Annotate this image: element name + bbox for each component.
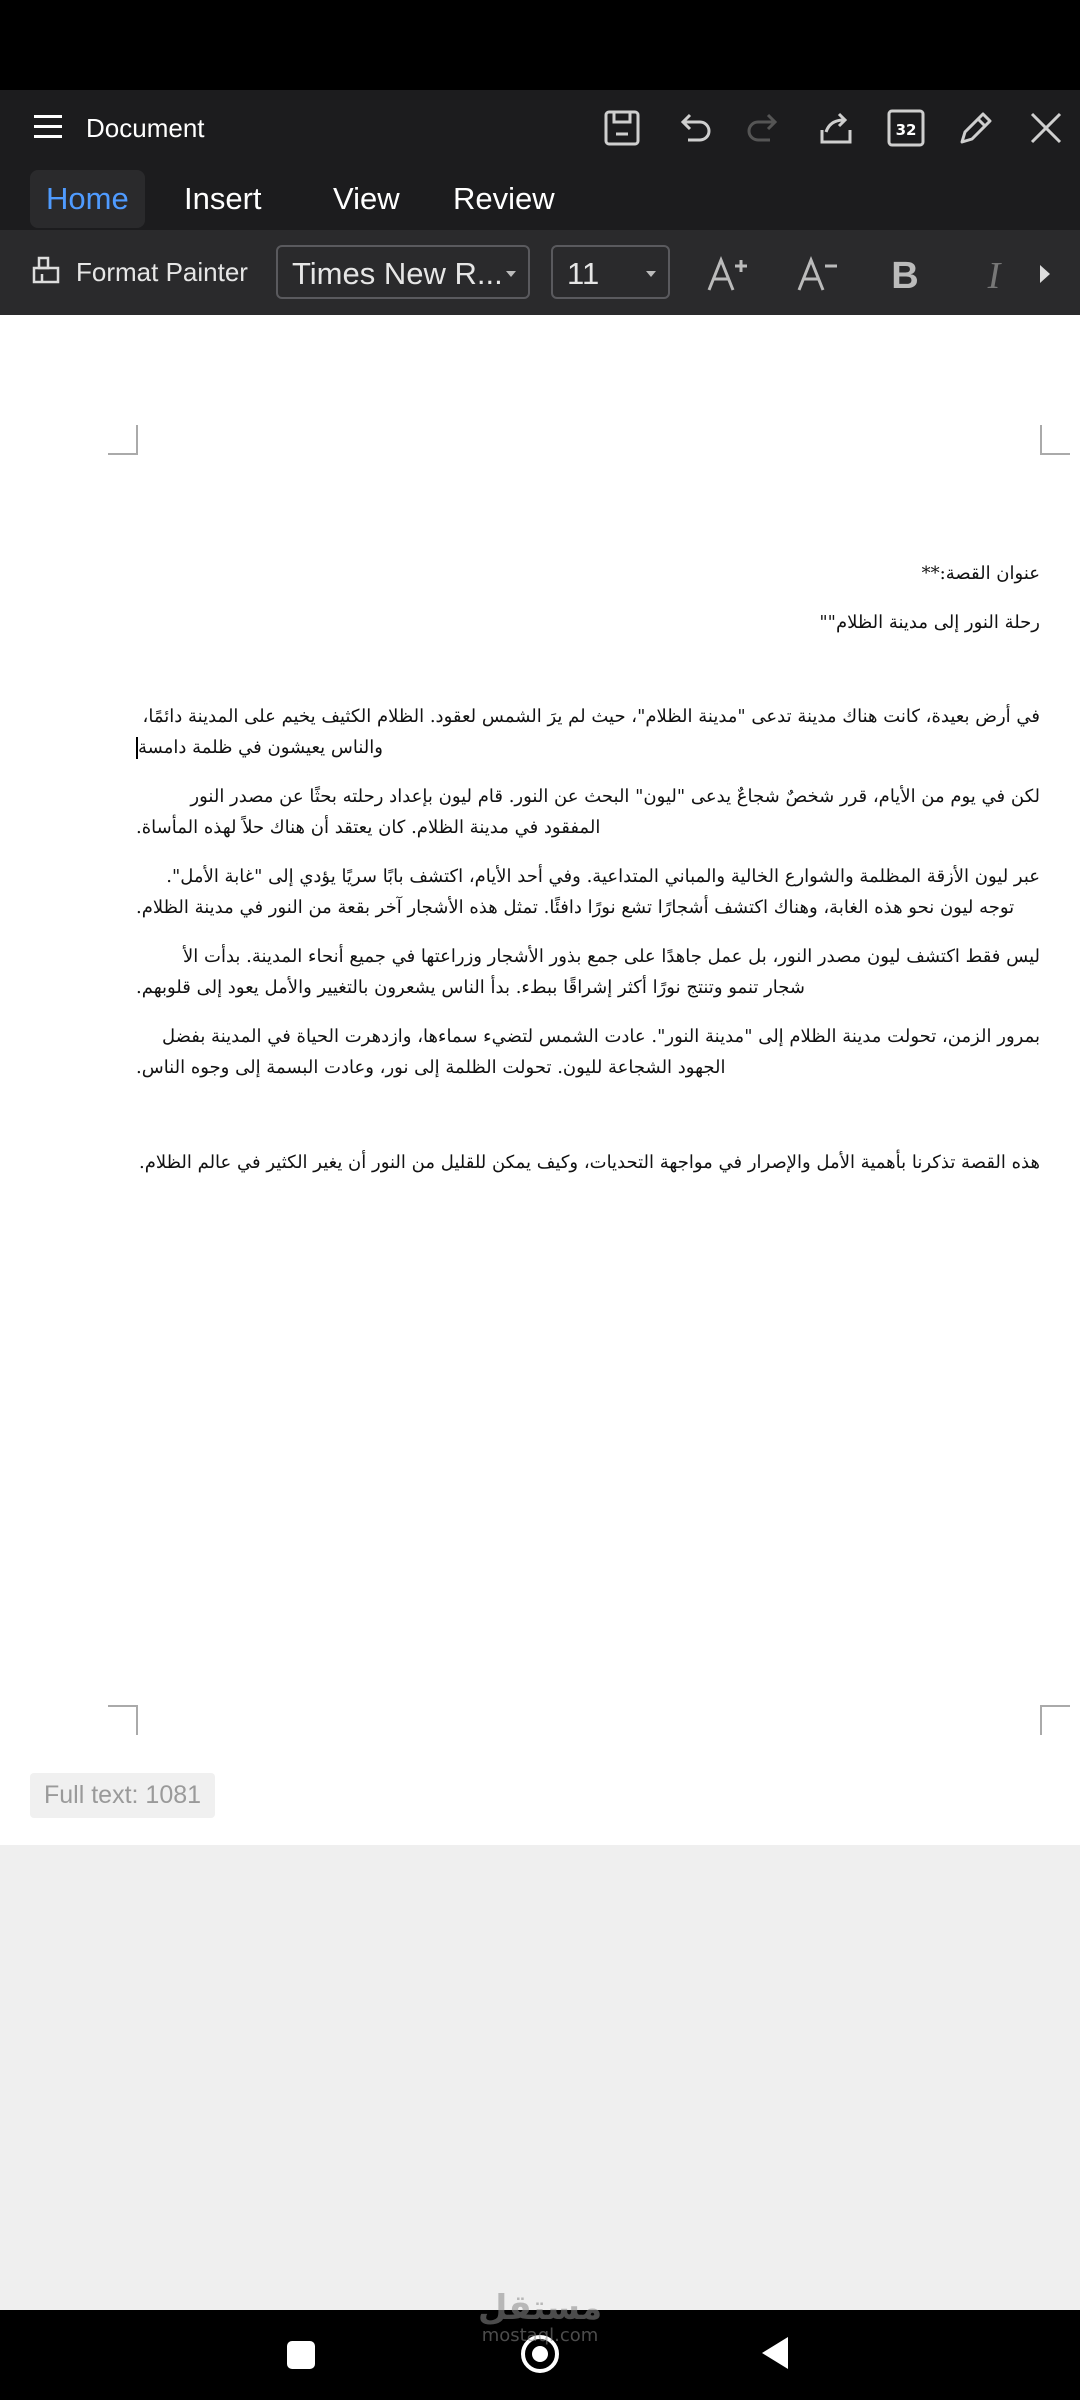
document-title: Document — [86, 113, 205, 143]
format-painter-button[interactable] — [28, 250, 248, 294]
paragraph-line: لكن في يوم من الأيام، قرر شخصٌ شجاعٌ يدعى "ليون" البحث عن النور. قام ليون بإعداد رحلته بحثًا عن مصدر النور — [190, 786, 1040, 807]
tab-home[interactable]: Home — [30, 170, 145, 228]
recent-apps-button[interactable] — [287, 2341, 315, 2369]
story-heading: عنوان القصة:** — [921, 563, 1040, 584]
save-icon[interactable] — [598, 104, 646, 152]
paragraph-3 — [136, 861, 1040, 923]
increase-font-size-icon[interactable] — [703, 250, 751, 298]
paragraph-line: في أرض بعيدة، كانت هناك مدينة تدعى "مدينة الظلام"، حيث لم يرَ الشمس لعقود. الظلام الكثيف يخيم على المدينة دائمًا، — [142, 706, 1040, 727]
document-body[interactable] — [136, 545, 1040, 1178]
crop-mark-bottom-left — [108, 1705, 138, 1735]
paragraph-line — [136, 732, 1040, 763]
paragraph-2 — [136, 781, 1040, 843]
paragraph-line-text: والناس يعيشون في ظلمة دامسة — [138, 737, 383, 758]
font-family-select[interactable] — [276, 245, 530, 299]
paragraph-line: شجار تنمو وتنتج نورًا أكثر إشراقًا ببطء. بدأ الناس يشعرون بالتغيير والأمل يعود إلى قلوبهم. — [136, 977, 805, 998]
paragraph-line: الجهود الشجاعة لليون. تحولت الظلمة إلى نور، وعادت البسمة إلى وجوه الناس. — [136, 1057, 726, 1078]
edit-pencil-icon[interactable] — [952, 104, 1000, 152]
paragraph-5 — [136, 1021, 1040, 1083]
watermark-latin: mostaql.com — [481, 2325, 599, 2346]
watermark — [440, 2290, 640, 2346]
crop-mark-top-left — [108, 425, 138, 455]
paragraph-line: المفقود في مدينة الظلام. كان يعتقد أن هناك حلاً لهذه المأساة. — [136, 817, 601, 838]
close-icon[interactable] — [1022, 104, 1070, 152]
paragraph-line: ليس فقط اكتشف ليون مصدر النور، بل عمل جاهدًا على جمع بذور الأشجار وزراعتها في جميع أنحاء المدينة. بدأت الأ — [183, 946, 1040, 967]
share-icon[interactable] — [812, 104, 860, 152]
svg-text:I: I — [987, 255, 1001, 297]
italic-icon[interactable] — [970, 250, 1018, 298]
status-bar — [0, 0, 1080, 90]
watermark-arabic: مستقل — [477, 2288, 603, 2328]
bold-icon[interactable] — [881, 250, 929, 298]
story-subtitle: رحلة النور إلى مدينة الظلام"" — [819, 612, 1040, 633]
redo-icon[interactable] — [740, 104, 788, 152]
paragraph-4 — [136, 941, 1040, 1003]
font-family-value: Times New R... — [292, 256, 503, 291]
back-button[interactable] — [762, 2337, 788, 2369]
paint-brush-icon — [28, 254, 64, 290]
undo-icon[interactable] — [670, 104, 718, 152]
chevron-down-icon — [646, 271, 656, 277]
page-count-icon[interactable] — [882, 104, 930, 152]
tab-insert[interactable]: Insert — [184, 181, 262, 216]
font-size-select[interactable] — [551, 245, 670, 299]
app-bar — [0, 90, 1080, 315]
decrease-font-size-icon[interactable] — [793, 250, 841, 298]
conclusion-paragraph: هذه القصة تذكرنا بأهمية الأمل والإصرار في مواجهة التحديات، وكيف يمكن للقليل من النور أن يغير الكثير في عالم الظلام. — [139, 1152, 1040, 1173]
crop-mark-top-right — [1040, 425, 1070, 455]
crop-mark-bottom-right — [1040, 1705, 1070, 1735]
paragraph-line: بمرور الزمن، تحولت مدينة الظلام إلى "مدينة النور". عادت الشمس لتضيء سماءها، وازدهرت الحياة في المدينة بفضل — [161, 1026, 1040, 1047]
chevron-down-icon — [506, 271, 516, 277]
paragraph-line: عبر ليون الأزقة المظلمة والشوارع الخالية والمباني المتداعية. وفي أحد الأيام، اكتشف بابًا سريًا يؤدي إلى "غابة الأمل". — [166, 866, 1040, 887]
tab-review[interactable]: Review — [453, 181, 555, 216]
format-painter-label: Format Painter — [76, 256, 248, 287]
tab-view[interactable]: View — [333, 181, 400, 216]
page-count-text: 32 — [895, 121, 917, 139]
full-text-count: Full text: 1081 — [30, 1773, 215, 1818]
svg-text:B: B — [891, 255, 919, 297]
font-size-value: 11 — [567, 256, 600, 291]
more-tools-arrow-icon[interactable] — [1040, 265, 1050, 283]
document-page[interactable] — [0, 315, 1080, 1845]
hamburger-menu-icon[interactable] — [30, 107, 70, 147]
paragraph-1 — [136, 701, 1040, 763]
title-row — [0, 90, 1080, 165]
formatting-toolbar — [0, 230, 1080, 315]
paragraph-line: توجه ليون نحو هذه الغابة، وهناك اكتشف أشجارًا تشع نورًا دافئًا. تمثل هذه الأشجار آخر بقعة من النور في مدينة الظلام. — [136, 897, 1015, 918]
